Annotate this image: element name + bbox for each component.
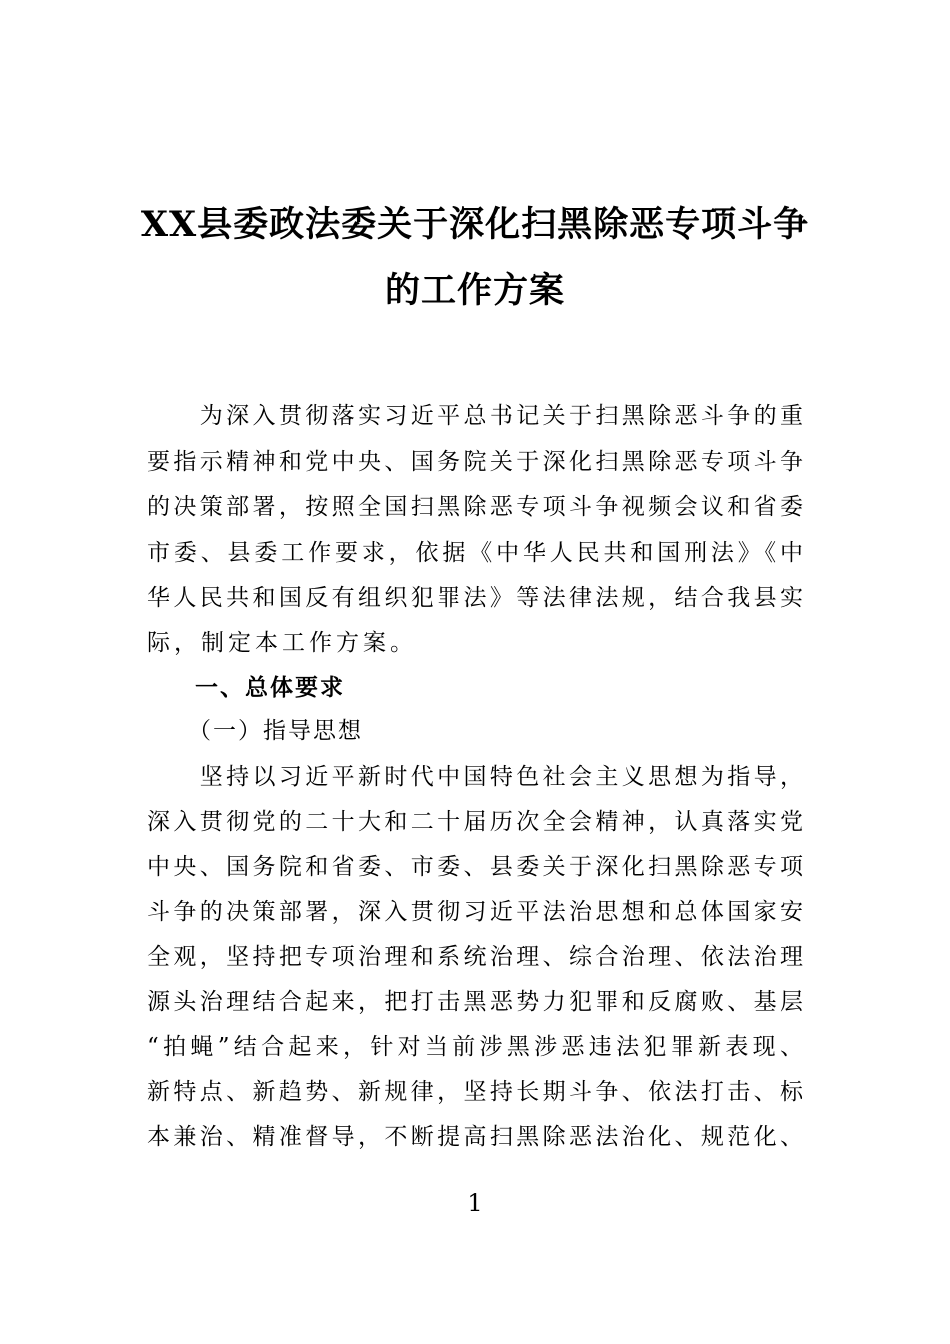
guide-paragraph-line: 深入贯彻党的二十大和二十届历次全会精神，认真落实党 — [147, 809, 803, 835]
intro-paragraph-line: 为深入贯彻落实习近平总书记关于扫黑除恶斗争的重 — [147, 403, 803, 429]
intro-paragraph-line: 际，制定本工作方案。 — [147, 630, 417, 656]
guide-paragraph-line: “拍蝇”结合起来，针对当前涉黑涉恶违法犯罪新表现、 — [147, 1034, 803, 1060]
intro-paragraph-line: 的决策部署，按照全国扫黑除恶专项斗争视频会议和省委 — [147, 494, 803, 520]
guide-paragraph-line: 新特点、新趋势、新规律，坚持长期斗争、依法打击、标 — [147, 1079, 803, 1105]
guide-paragraph-line: 源头治理结合起来，把打击黑恶势力犯罪和反腐败、基层 — [147, 989, 803, 1015]
intro-paragraph-line: 华人民共和国反有组织犯罪法》等法律法规，结合我县实 — [147, 585, 803, 611]
document-title-line-2: 的工作方案 — [384, 270, 565, 311]
page-number: 1 — [467, 1189, 483, 1217]
guide-paragraph-line: 全观，坚持把专项治理和系统治理、综合治理、依法治理 — [147, 944, 803, 970]
section-heading: 一、总体要求 — [195, 674, 345, 701]
subsection-heading: （一）指导思想 — [188, 718, 363, 744]
guide-paragraph-line: 坚持以习近平新时代中国特色社会主义思想为指导， — [147, 764, 803, 790]
intro-paragraph-line: 市委、县委工作要求，依据《中华人民共和国刑法》《中 — [147, 540, 803, 566]
document-title-line-1: XX县委政法委关于深化扫黑除恶专项斗争 — [140, 204, 810, 245]
guide-paragraph-line: 本兼治、精准督导，不断提高扫黑除恶法治化、规范化、 — [147, 1124, 803, 1150]
guide-paragraph-line: 斗争的决策部署，深入贯彻习近平法治思想和总体国家安 — [147, 899, 803, 925]
guide-paragraph-line: 中央、国务院和省委、市委、县委关于深化扫黑除恶专项 — [147, 854, 803, 880]
intro-paragraph-line: 要指示精神和党中央、国务院关于深化扫黑除恶专项斗争 — [147, 449, 803, 475]
